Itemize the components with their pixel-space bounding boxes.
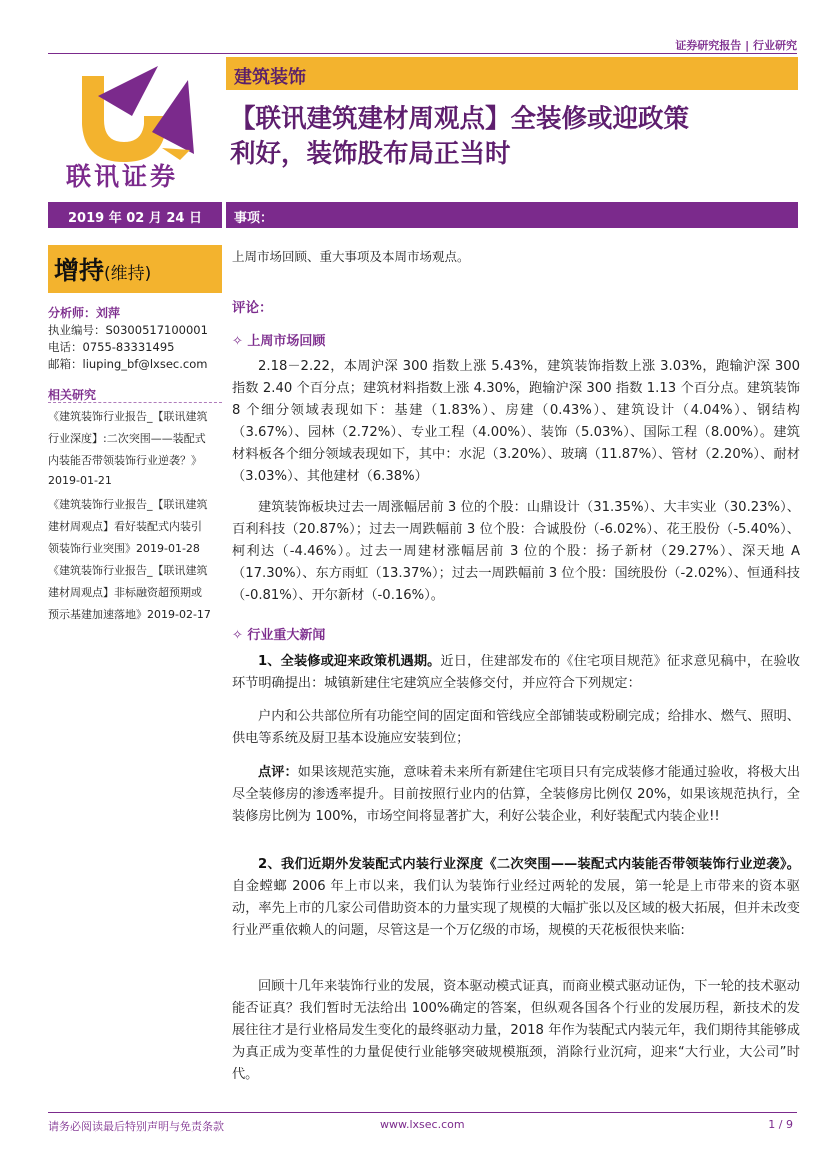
paragraph-news-2 (232, 854, 800, 942)
news-1-heading: 1、全装修或迎来政策机遇期。 (258, 654, 441, 669)
rating-box (48, 245, 222, 293)
footer-website-link[interactable]: www.lxsec.com (380, 1118, 465, 1131)
comment-text: 如果该规范实施，意味着未来所有新建住宅项目只有完成装修才能通过验收，将极大出尽全装修房的渗透率提升。目前按照行业内的估算，全装修房比例仅 20%，如果该规范执行，全装修房比例为 100%，市场空间将显著扩大，利好公装企业，利好装配式内装企业!! (232, 765, 801, 824)
related-line: 预示基建加速落地》2019-02-17 (48, 608, 211, 621)
category-bar: 建筑装饰 (226, 57, 798, 90)
event-label: 事项： (226, 202, 798, 228)
paragraph-regulation: 户内和公共部位所有功能空间的固定面和管线应全部铺装或粉刷完成；给排水、燃气、照明、供电等系统及厨卫基本设施应安装到位； (232, 709, 800, 746)
related-line: 《建筑装饰行业报告_【联讯建筑 (48, 564, 208, 577)
paragraph-outlook: 回顾十几年来装饰行业的发展，资本驱动模式证真，而商业模式驱动证伪，下一轮的技术驱动能否证真？我们暂时无法给出 100%确定的答案，但纵观各国各个行业的发展历程，新技术的发展往往才是行业格局发生变化的最终驱动力量，2018 年作为装配式内装元年，我们期待其能够成为真正成为变革性的力量促使行业能够突破规模瓶颈，消除行业沉疴，迎来“大行业，大公司”时代。 (232, 979, 800, 1082)
report-title (230, 102, 802, 172)
related-line: 2019-01-21 (48, 474, 112, 487)
rating: 增持 (54, 256, 105, 285)
paragraph-stock-movers: 建筑装饰板块过去一周涨幅居前 3 位的个股：山鼎设计（31.35%）、大丰实业（30.23%）、百利科技（20.87%）；过去一周跌幅前 3 位个股：合诚股份（-6.02%）、花王股份（-5.40%）、柯利达（-4.46%）。过去一周建材涨幅居前 3 位的个股：扬子新材（29.27%）、深天地 A（17.30%）、东方雨虹（13.37%）；过去一周跌幅前 3 位个股：国统股份（-2.02%）、恒通科技（-0.81%）、开尔新材（-0.16%）。 (232, 500, 800, 603)
related-line: 建材周观点】看好装配式内装引 (48, 520, 202, 533)
related-line: 领装饰行业突围》2019-01-28 (48, 542, 200, 555)
top-divider (48, 53, 797, 54)
related-line: 内装能否带领装饰行业逆袭？》 (48, 454, 202, 467)
related-research-title: 相关研究 (48, 388, 97, 402)
review-title: 评论： (232, 300, 273, 316)
footer-disclaimer[interactable]: 请务必阅读最后特别声明与免责条款 (48, 1120, 224, 1133)
event-summary: 上周市场回顾、重大事项及本周市场观点。 (232, 249, 470, 264)
news-1-text: 近日，住建部发布的《住宅项目规范》征求意见稿中，在验收环节明确提出：城镇新建住宅建筑应全装修交付，并应符合下列规定： (232, 654, 800, 691)
section-market-review: ✧ 上周市场回顾 (232, 334, 326, 349)
related-line: 《建筑装饰行业报告_【联讯建筑 (48, 498, 208, 511)
paragraph-news-1 (232, 651, 800, 695)
footer-divider (48, 1112, 797, 1113)
title-line-1: 【联讯建筑建材周观点】全装修或迎政策 (230, 104, 690, 134)
paragraph-comment (232, 762, 800, 828)
news-2-heading: 2、我们近期外发装配式内装行业深度《二次突围——装配式内装能否带领装饰行业逆袭》。 (258, 857, 800, 872)
analyst-title: 分析师：刘萍 (48, 306, 121, 320)
analyst-email: 邮箱：liuping_bf@lxsec.com (48, 357, 208, 371)
comment-heading: 点评： (258, 765, 298, 780)
related-line: 建材周观点】非标融资超预期或 (48, 586, 202, 599)
page-number: 1 / 9 (768, 1118, 793, 1131)
related-line: 行业深度】:二次突围——装配式 (48, 432, 206, 445)
analyst-phone: 电话：0755-83331495 (48, 340, 175, 354)
paragraph-market-index: 2.18－2.22，本周沪深 300 指数上涨 5.43%，建筑装饰指数上涨 3.03%，跑输沪深 300 指数 2.40 个百分点；建筑材料指数上涨 4.30%，跑输沪深 300 指数 1.13 个百分点。建筑装饰 8 个细分领域表现如下：基建（1.83%）、房建（0.43%）、建筑设计（4.04%）、钢结构（3.67%）、园林（2.72%）、专业工程（4.00%）、装饰（5.03%）、国际工程（8.00%）。建筑材料板各个细分领域表现如下，其中：水泥（3.20%）、玻璃（11.87%）、管材（2.20%）、耐材（3.03%）、其他建材（6.38%） (232, 359, 800, 484)
news-2-text: 自金螳螂 2006 年上市以来，我们认为装饰行业经过两轮的发展，第一轮是上市带来的资本驱动，率先上市的几家公司借助资本的力量实现了规模的大幅扩张以及区域的极大拓展，但并未改变行业严重依赖人的问题，尽管这是一个万亿级的市场，规模的天花板很快来临: (232, 879, 800, 938)
related-divider (48, 402, 222, 403)
title-line-2: 利好，装饰股布局正当时 (230, 139, 511, 169)
logo-text: 联讯证券 (66, 162, 179, 191)
analyst-license: 执业编号：S0300517100001 (48, 323, 208, 337)
report-date: 2019 年 02 月 24 日 (48, 202, 222, 228)
rating-sub: (维持) (104, 264, 152, 284)
section-industry-news: ✧ 行业重大新闻 (232, 628, 326, 643)
report-type: 证券研究报告 | 行业研究 (675, 39, 797, 52)
related-line: 《建筑装饰行业报告_【联讯建筑 (48, 410, 208, 423)
